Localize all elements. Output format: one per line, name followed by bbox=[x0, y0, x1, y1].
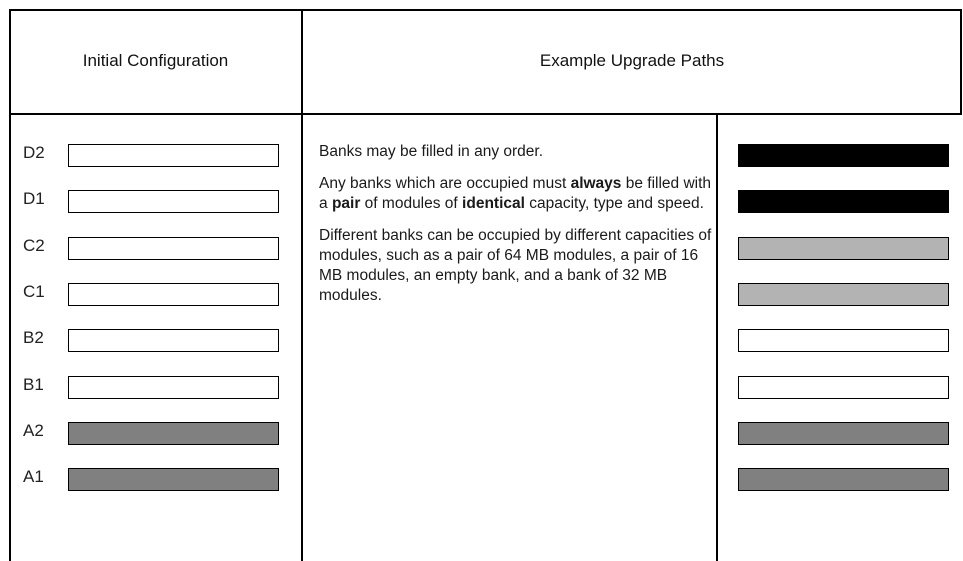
slot-label-a1: A1 bbox=[23, 467, 44, 487]
slot-label-d1: D1 bbox=[23, 189, 45, 209]
slot-label-c1: C1 bbox=[23, 281, 45, 301]
example-upgrade-paths-heading: Example Upgrade Paths bbox=[539, 51, 725, 70]
slot-label-a2: A2 bbox=[23, 420, 44, 440]
note-text: of modules of bbox=[360, 195, 463, 212]
initial-configuration-heading: Initial Configuration bbox=[82, 51, 229, 70]
upgrade-module-b2 bbox=[738, 329, 949, 352]
initial-module-c2 bbox=[68, 237, 279, 260]
slot-label-b2: B2 bbox=[23, 328, 44, 348]
note-pair-rule bbox=[319, 174, 715, 214]
initial-module-a2 bbox=[68, 422, 279, 445]
slot-label-c2: C2 bbox=[23, 235, 45, 255]
upgrade-module-b1 bbox=[738, 376, 949, 399]
memory-configuration-table bbox=[9, 9, 962, 561]
upgrade-module-c1 bbox=[738, 283, 949, 306]
emphasis-text: always bbox=[570, 175, 622, 192]
note-text: be filled with a bbox=[319, 175, 712, 212]
slot-label-b1: B1 bbox=[23, 374, 44, 394]
initial-module-b2 bbox=[68, 329, 279, 352]
initial-module-c1 bbox=[68, 283, 279, 306]
slot-label-d2: D2 bbox=[23, 143, 45, 162]
note-text: capacity, type and speed. bbox=[524, 195, 704, 212]
upgrade-module-d1 bbox=[738, 190, 949, 213]
upgrade-divider bbox=[716, 114, 718, 561]
upgrade-module-a1 bbox=[738, 468, 949, 491]
emphasis-text: pair bbox=[331, 195, 361, 212]
initial-module-d1 bbox=[68, 190, 279, 213]
header-divider bbox=[9, 113, 962, 115]
note-any-order: Banks may be filled in any order. bbox=[319, 143, 544, 160]
note-text: Any banks which are occupied must bbox=[319, 175, 571, 192]
emphasis-text: identical bbox=[462, 195, 525, 212]
note-mixed-capacities: Different banks can be occupied by different capacities of modules, such as a pair of 64 MB modules, a pair of 16 MB modules, an empty bank, and a bank of 32 MB modules. bbox=[319, 227, 712, 304]
upgrade-module-d2 bbox=[738, 144, 949, 167]
upgrade-notes bbox=[319, 142, 715, 318]
upgrade-module-a2 bbox=[738, 422, 949, 445]
upgrade-module-c2 bbox=[738, 237, 949, 260]
initial-module-b1 bbox=[68, 376, 279, 399]
initial-module-a1 bbox=[68, 468, 279, 491]
initial-module-d2 bbox=[68, 144, 279, 167]
